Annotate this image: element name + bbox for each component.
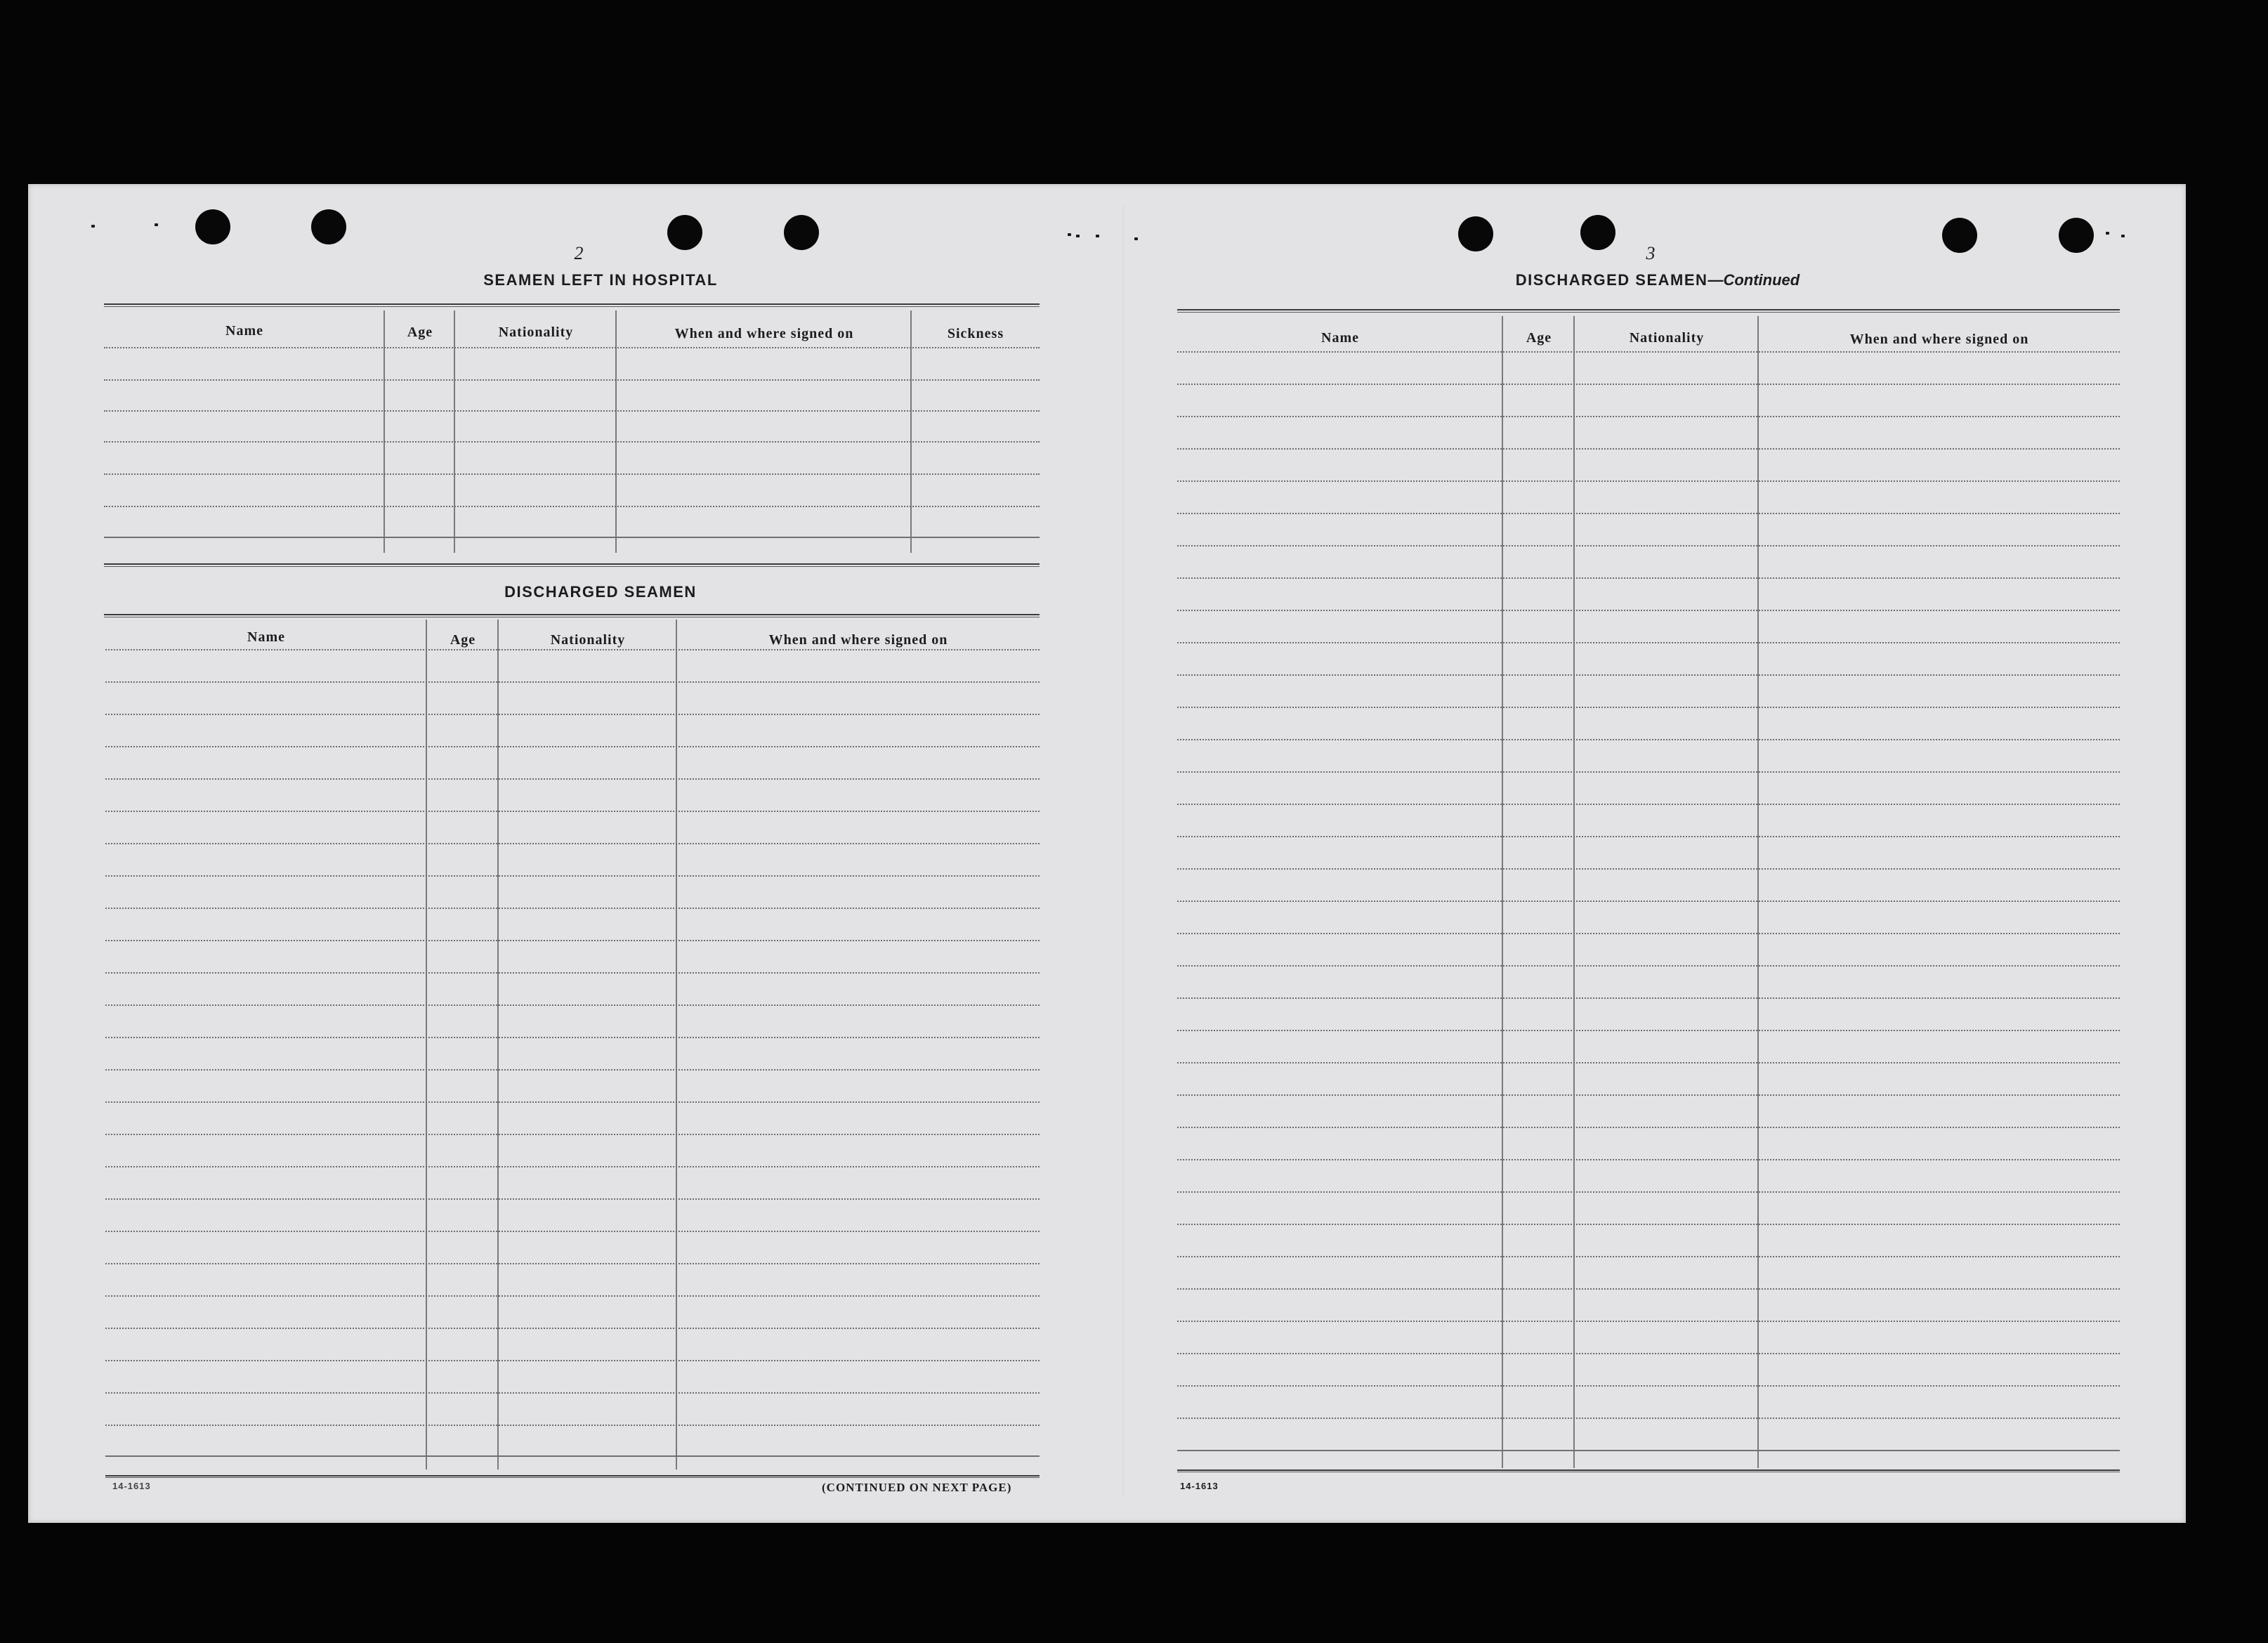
hospital-col-nationality: Nationality <box>498 325 574 340</box>
hospital-col-age: Age <box>407 325 433 340</box>
table-row <box>1177 997 2120 999</box>
table-row <box>1177 384 2120 385</box>
binder-hole <box>1580 215 1615 250</box>
hospital-section-title: SEAMEN LEFT IN HOSPITAL <box>483 271 718 289</box>
page-fold <box>1122 205 1124 1498</box>
table-row <box>105 1037 1040 1038</box>
table-row <box>104 410 1040 412</box>
table-row <box>105 1069 1040 1071</box>
discharged-continued-top-rule <box>1177 309 2120 313</box>
table-row <box>1177 868 2120 870</box>
binder-hole <box>1942 218 1977 253</box>
table-row <box>105 681 1040 683</box>
table-row <box>104 537 1040 538</box>
table-row <box>1177 901 2120 902</box>
table-row <box>1177 416 2120 417</box>
table-row <box>105 1425 1040 1426</box>
paper-speck <box>155 223 158 226</box>
table-row <box>1177 707 2120 708</box>
table-row <box>1177 674 2120 676</box>
discharged-continued-title <box>1405 271 1910 289</box>
hospital-col-sickness: Sickness <box>947 326 1004 341</box>
continued-col-age: Age <box>1526 330 1552 346</box>
table-row <box>1177 739 2120 740</box>
table-row <box>104 506 1040 507</box>
table-row <box>105 1101 1040 1103</box>
discharged-col-age: Age <box>450 632 476 648</box>
table-row <box>1177 771 2120 773</box>
discharged-col-name: Name <box>247 629 285 645</box>
hospital-table <box>104 310 1040 553</box>
form-code-right: 14-1613 <box>1180 1481 1219 1491</box>
paper-speck <box>91 225 95 228</box>
table-row <box>1177 351 2120 353</box>
table-row <box>104 379 1040 381</box>
table-row <box>1177 1385 2120 1387</box>
discharged-col-when-where: When and where signed on <box>768 632 948 648</box>
table-row <box>105 1392 1040 1394</box>
table-row <box>105 714 1040 715</box>
table-row <box>1177 933 2120 934</box>
table-row <box>1177 1321 2120 1322</box>
table-row <box>1177 1224 2120 1225</box>
table-row <box>105 875 1040 877</box>
paper-speck <box>2106 232 2109 235</box>
table-row <box>104 473 1040 475</box>
binder-hole <box>1458 216 1493 251</box>
table-row <box>105 1295 1040 1297</box>
page-number-right: 3 <box>1646 243 1656 263</box>
discharged-top-rule <box>104 614 1040 617</box>
column-divider <box>1502 316 1503 1468</box>
hospital-top-rule <box>104 303 1040 307</box>
table-row <box>105 843 1040 844</box>
discharged-continued-bottom-rule <box>1177 1469 2120 1472</box>
discharged-section-title: DISCHARGED SEAMEN <box>504 583 697 601</box>
table-row <box>1177 1353 2120 1354</box>
paper-speck <box>2121 235 2125 237</box>
binder-hole <box>2059 218 2094 253</box>
table-row <box>1177 1159 2120 1160</box>
table-row <box>1177 836 2120 837</box>
table-row <box>105 1360 1040 1361</box>
binder-hole <box>784 215 819 250</box>
table-row <box>105 1198 1040 1200</box>
table-row <box>105 811 1040 812</box>
table-row <box>105 1231 1040 1232</box>
table-row <box>104 441 1040 443</box>
binder-hole <box>667 215 702 250</box>
column-divider <box>1573 316 1575 1468</box>
continued-col-when-where: When and where signed on <box>1849 332 2029 347</box>
table-row <box>1177 610 2120 611</box>
table-row <box>1177 1062 2120 1063</box>
hospital-col-name: Name <box>225 323 263 339</box>
table-row <box>1177 577 2120 579</box>
table-row <box>1177 545 2120 546</box>
table-row <box>1177 448 2120 450</box>
table-row <box>1177 965 2120 967</box>
continued-col-name: Name <box>1321 330 1359 346</box>
table-row <box>1177 1094 2120 1096</box>
table-row <box>1177 1288 2120 1290</box>
form-code-left: 14-1613 <box>112 1481 151 1491</box>
discharged-continued-title-suffix: —Continued <box>1707 271 1800 289</box>
continued-col-nationality: Nationality <box>1629 330 1705 346</box>
discharged-table <box>105 620 1040 1475</box>
table-row <box>105 778 1040 780</box>
table-row <box>1177 804 2120 805</box>
discharged-continued-title-main: DISCHARGED SEAMEN <box>1515 271 1708 289</box>
binder-hole <box>311 209 346 244</box>
table-row <box>105 1455 1040 1457</box>
paper-speck <box>1076 235 1080 237</box>
table-row <box>105 972 1040 974</box>
column-divider <box>1757 316 1759 1468</box>
table-row <box>105 908 1040 909</box>
table-row <box>105 1134 1040 1135</box>
paper-speck <box>1096 235 1099 237</box>
table-row <box>1177 1030 2120 1031</box>
table-row <box>105 746 1040 747</box>
discharged-bottom-rule <box>105 1475 1040 1478</box>
discharged-continued-table <box>1177 316 2120 1474</box>
table-row <box>105 1166 1040 1167</box>
table-row <box>1177 480 2120 482</box>
document-sheet <box>28 184 2186 1523</box>
table-row <box>104 347 1040 348</box>
table-row <box>1177 1418 2120 1419</box>
hospital-bottom-rule <box>104 563 1040 567</box>
page-number-left: 2 <box>574 243 584 263</box>
table-row <box>105 1328 1040 1329</box>
table-row <box>105 649 1040 650</box>
hospital-col-when-where: When and where signed on <box>674 326 854 341</box>
table-row <box>105 940 1040 941</box>
table-row <box>105 1263 1040 1264</box>
binder-hole <box>195 209 230 244</box>
table-row <box>1177 1191 2120 1193</box>
table-row <box>1177 642 2120 643</box>
table-row <box>1177 513 2120 514</box>
table-row <box>1177 1127 2120 1128</box>
table-row <box>1177 1450 2120 1451</box>
paper-speck <box>1068 233 1071 236</box>
table-row <box>105 1004 1040 1006</box>
discharged-col-nationality: Nationality <box>550 632 626 648</box>
paper-speck <box>1134 237 1138 240</box>
table-row <box>1177 1256 2120 1257</box>
continued-note: (CONTINUED ON NEXT PAGE) <box>822 1481 1012 1494</box>
